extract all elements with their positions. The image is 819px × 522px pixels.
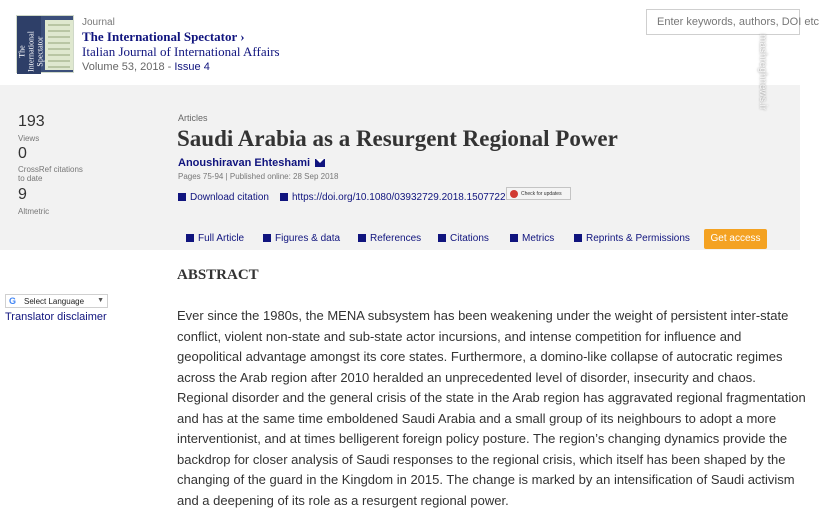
author-link[interactable] [178, 157, 325, 169]
bar-chart-icon [510, 234, 518, 242]
google-icon: G [9, 296, 17, 306]
abstract-line: changing of the guard in the Kingdom in 2015. The change is marked by an intensification of Saudi activism [177, 472, 795, 487]
mail-icon[interactable] [315, 159, 325, 167]
abstract-heading: ABSTRACT [177, 267, 259, 283]
language-select-label: Select Language [24, 297, 85, 306]
tab-full-article[interactable] [186, 233, 244, 244]
tab-label: Figures & data [275, 233, 341, 244]
abstract-line: interventionist, and at times belligerent foreign policy posture. The region’s changing dynamics provide the [177, 431, 788, 446]
article-type: Articles [178, 113, 208, 123]
abstract-line: Regional disorder and the general crisis of the state in the Arab region has aggravated regional fragmentation [177, 390, 806, 405]
tab-figures-data[interactable] [263, 233, 340, 244]
journal-cover[interactable] [16, 15, 74, 73]
language-select[interactable] [5, 294, 108, 308]
doi-link[interactable] [280, 192, 506, 203]
download-citation-label: Download citation [190, 192, 269, 203]
tab-label: References [370, 233, 422, 244]
journal-volume [82, 61, 210, 73]
crossref-label: CrossRef citations to date [18, 165, 83, 183]
altmetric-count[interactable]: 9 [18, 186, 27, 203]
tab-reprints-permissions[interactable] [574, 233, 690, 244]
author-name: Anoushiravan Ehteshami [178, 157, 311, 169]
abstract-line: conflict, violent non-state and sub-state actor incursions, and intense competition for influence and [177, 329, 742, 344]
translator-disclaimer-link[interactable]: Translator disclaimer [5, 311, 107, 323]
tab-metrics[interactable] [510, 233, 554, 244]
article-title: Saudi Arabia as a Resurgent Regional Power [177, 126, 618, 151]
image-icon [263, 234, 271, 242]
doi-label: https://doi.org/10.1080/03932729.2018.1507722 [292, 192, 506, 203]
cover-page [45, 20, 73, 70]
journal-subtitle: Italian Journal of International Affairs [82, 44, 280, 59]
crossref-count: 0 [18, 145, 27, 162]
tab-citations[interactable] [438, 233, 489, 244]
journal-title: The International Spectator [82, 29, 238, 44]
abstract-line: backdrop for closer analysis of Saudi responses to the regional crisis, which itself has been shaped by the [177, 452, 786, 467]
check-for-updates-button[interactable] [506, 187, 571, 200]
tab-label: Full Article [198, 233, 245, 244]
views-count: 193 [18, 113, 45, 130]
document-icon [186, 234, 194, 242]
journal-title-link[interactable] [82, 29, 245, 45]
book-icon [358, 234, 366, 242]
download-citation-link[interactable] [178, 192, 269, 203]
abstract-line: and a deepening of its role as a resurgent regional power. [177, 493, 509, 508]
chevron-down-icon: ▼ [97, 297, 104, 304]
quote-icon [438, 234, 446, 242]
tab-references[interactable] [358, 233, 421, 244]
tab-label: Citations [450, 233, 489, 244]
volume-text: Volume 53, 2018 - [82, 61, 175, 73]
abstract-line: Ever since the 1980s, the MENA subsystem has been weakening under the weight of persistent inter-state [177, 308, 789, 323]
abstract-line: across the Arab region after 2010 heralded an unprecedented level of disorder, insecurity and chaos. [177, 370, 756, 385]
tab-label: Metrics [522, 233, 555, 244]
journal-title-chevron: › [237, 29, 245, 44]
crossmark-icon [510, 190, 518, 198]
views-label: Views [18, 134, 40, 143]
cover-title: The International Spectator [17, 31, 45, 72]
header-pointer [201, 73, 225, 85]
altmetric-label: Altmetric [18, 207, 50, 216]
abstract-line: and has at the same time emboldened Saudi Arabia and a small group of its neighbours to adopt a more [177, 411, 777, 426]
journal-label: Journal [82, 17, 115, 28]
tab-label: Reprints & Permissions [586, 233, 690, 244]
quote-icon [178, 193, 186, 201]
print-icon [574, 234, 582, 242]
article-pages: Pages 75-94 | Published online: 28 Sep 2018 [178, 172, 339, 181]
abstract-line: geopolitical advantage amongst its core states. Furthermore, a domino-like collapse of autocratic regimes [177, 349, 783, 364]
watermark [722, 20, 784, 120]
issue-link[interactable]: Issue 4 [174, 61, 210, 73]
external-link-icon [280, 193, 288, 201]
check-for-updates-label: Check for updates [521, 191, 562, 197]
get-access-button[interactable]: Get access [704, 229, 767, 249]
search-placeholder: Enter keywords, authors, DOI etc [657, 16, 819, 28]
watermark-text: mashreghnews.ir [757, 34, 768, 111]
